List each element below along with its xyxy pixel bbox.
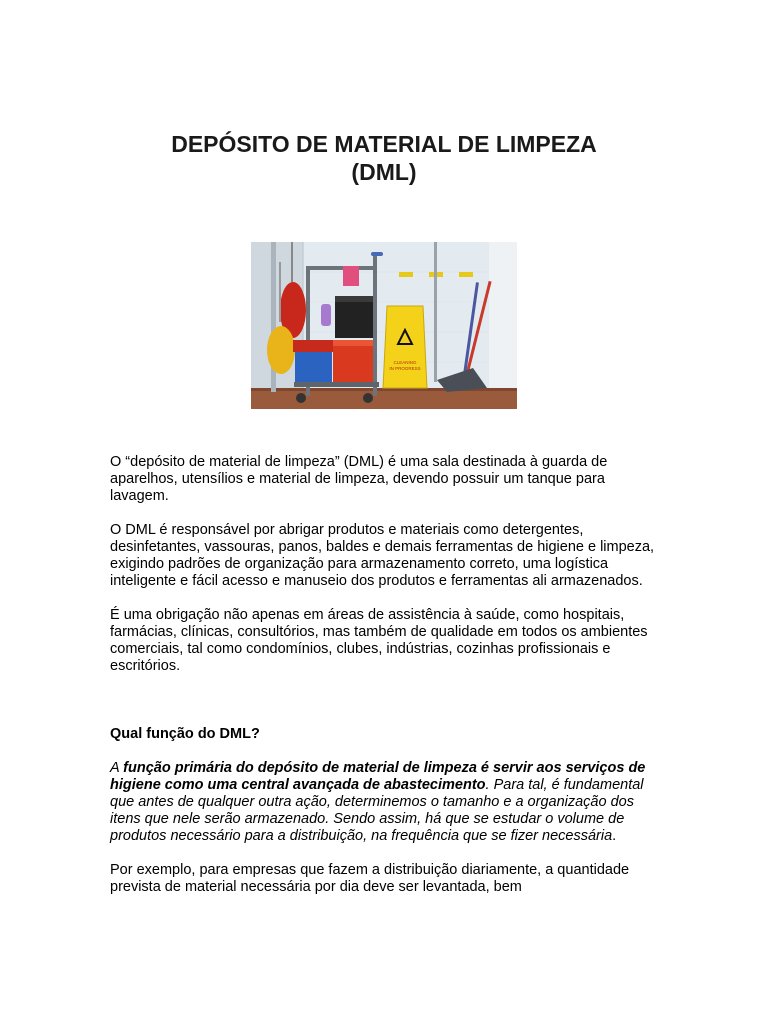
sign-text-2: IN PROGRESS bbox=[389, 366, 421, 371]
title-line-1: DEPÓSITO DE MATERIAL DE LIMPEZA bbox=[171, 131, 597, 157]
paragraph-intro: O “depósito de material de limpeza” (DML) é uma sala destinada à guarda de aparelhos, utensílios e material de limpeza, devendo possuir um tanque para lavagem. bbox=[110, 454, 608, 504]
section-heading: Qual função do DML? bbox=[110, 726, 260, 742]
cleaning-cart-illustration bbox=[251, 242, 517, 409]
function-rest: . Para tal, é fundamental que antes de qualquer outra ação, determinemos o tamanho e a organização dos itens que nele serão armazenado. Sendo assim, há que se estudar o volume de produtos necessário para a distribuição, na frequência que se fizer necessária bbox=[110, 777, 644, 844]
paragraph-function bbox=[110, 760, 665, 845]
function-intro: A bbox=[110, 760, 124, 776]
paragraph-responsibility: O DML é responsável por abrigar produtos e materiais como detergentes, desinfetantes, vassouras, panos, baldes e demais ferramentas de higiene e limpeza, exigindo padrões de organização para armazenamento correto, uma logística inteligente e fácil acesso e manuseio dos produtos e ferramentas ali armazenados. bbox=[110, 522, 655, 589]
paragraph-obligation: É uma obrigação não apenas em áreas de assistência à saúde, como hospitais, farmácias, clínicas, consultórios, mas também de qualidade em todos os ambientes comerciais, tal como condomínios, clubes, indústrias, cozinhas profissionais e escritórios. bbox=[110, 607, 648, 674]
article-body bbox=[110, 454, 665, 913]
cleaning-room-photo bbox=[251, 242, 517, 409]
spacer bbox=[110, 692, 665, 726]
function-bold: função primária do depósito de material de limpeza é servir aos serviços de higiene como uma central avançada de abastecimento bbox=[110, 760, 646, 793]
title-line-2: (DML) bbox=[351, 159, 417, 185]
paragraph-example: Por exemplo, para empresas que fazem a distribuição diariamente, a quantidade prevista de material necessária por dia deve ser levantada, bem bbox=[110, 862, 630, 895]
sign-text-1: CLEANING bbox=[393, 360, 417, 365]
page-title bbox=[0, 130, 768, 186]
function-end: . bbox=[612, 828, 617, 844]
